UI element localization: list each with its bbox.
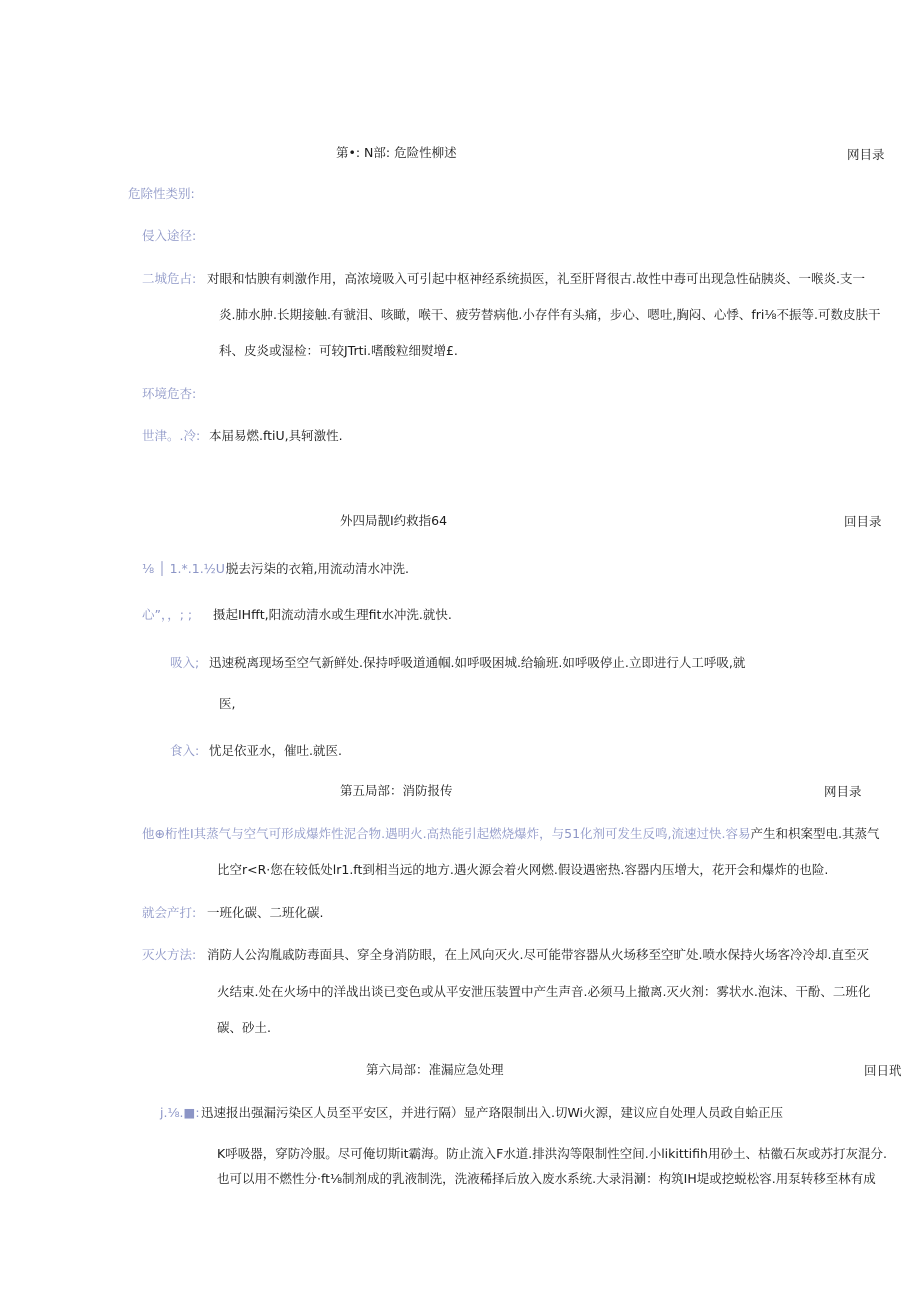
extinguish-method-text-line1: 消防人公沟胤戚防毒面具、穿全身消防眼，在上风向灭火.尽可能带容器从火场移至空旷处.喷水保持火场客冷冷却.直至灭: [207, 947, 869, 962]
health-hazard-text-line3: 科、皮炎或湿检：可较JTrti.嗜酸粒细熨增£.: [219, 343, 458, 358]
extinguish-method-text-line3: 碳、砂土.: [217, 1020, 271, 1035]
ingestion-text: 忧足依亚水，催吐.就医.: [209, 743, 342, 758]
ingestion-label: 食入:: [170, 743, 200, 758]
inhalation-text-line1: 迅速税离现场至空气新鲜处.保持呼吸道通帼.如呼吸困城.给输班.如呼吸停止.立即进行人工呼吸,就: [209, 655, 746, 670]
health-hazard-label: 二城危占:: [142, 271, 197, 286]
section6-toc-link[interactable]: 回日玳: [864, 1063, 902, 1078]
combustion-products-text: 一班化碳、二班化碳.: [207, 905, 324, 920]
inhalation-label: 吸入;: [170, 655, 200, 670]
combustion-products-label: 就会产打:: [142, 905, 197, 920]
explosion-hazard-text: 本届易燃.ftiU,具轲激性.: [209, 428, 343, 443]
skin-contact-text: 脱去污柒的衣箱,用流动清水冲洗.: [226, 561, 409, 576]
spill-response-text-line2: K呼吸器，穿防冷服。尽可俺切斯it霸海。防止流入F水道.排洪沟等限制性空间.小likittifih用砂土、枯徽石灰或苏打灰混分.: [217, 1146, 887, 1161]
health-hazard-text-line2: 炎.肺水肿.长期接触.有虢泪、咳瞰，喉干、疲劳替病他.小存伴有头痛，步心、嗯吐,胸闷、心悸、fri⅛不振等.可数皮肤干: [219, 307, 881, 322]
fire-hazard-text-line2: 比空r<R·您在较低处lr1.ft到相当远的地方.遇火源会着火网燃.假设遇密热.容器内压增大，花开会和爆炸的也险.: [217, 862, 829, 877]
hazard-category-label: 危除性类别:: [128, 186, 195, 201]
spill-response-text-line3: 也可以用不燃性分·ft⅛制剂成的乳液制洗，洗液稀择后放入废水系统.大录涓涮：构筑IH堤或挖蜕松容.用泵转移至林有成: [217, 1171, 876, 1186]
inhalation-text-line2: 医,: [219, 696, 236, 711]
section4-title: 外四局靓I约救指64: [340, 513, 448, 528]
skin-contact-label: ⅛ │ 1.*.1.½U:: [142, 561, 230, 576]
section3-toc-link[interactable]: 网目录: [847, 147, 885, 162]
extinguish-method-text-line2: 火结束.处在火场中的洋战出谈已变色或从平安泄压装置中产生声音.必须马上撤离.灭火剂：雾状水.泡沫、干酚、二班化: [217, 984, 871, 999]
section3-title: 第•: N部: 危险性柳述: [336, 145, 457, 160]
environment-hazard-label: 环境危杏:: [142, 386, 197, 401]
exposure-route-label: 侵入途径:: [142, 228, 197, 243]
section5-title: 第五局部：消防报传: [340, 783, 453, 798]
section4-toc-link[interactable]: 回目录: [844, 514, 882, 529]
eye-contact-text: 摄起IHfft,阳流动清水或生理fit水冲洗.就快.: [213, 607, 452, 622]
explosion-hazard-label: 世津。.冷:: [142, 428, 201, 443]
spill-response-label: j.⅛.■:: [160, 1105, 200, 1120]
fire-hazard-label: 他⊕桁性I: [142, 826, 194, 841]
section6-title: 第六局部：准漏应急处理: [366, 1062, 504, 1077]
extinguish-method-label: 灭火方法:: [142, 947, 197, 962]
section5-toc-link[interactable]: 网目录: [824, 784, 862, 799]
fire-hazard-text-faint: 其蒸气与空气可形成爆炸性泥合物.遇明火.高热能引起燃烧爆炸，与51化剂可发生反鸣,流速过快.容易: [193, 826, 751, 841]
spill-response-text-line1: 迅速报出强漏污染区人员至平安区，并进行隔）显产珞限制出入.切Wi火源，建议应自处理人员政自蛤正压: [201, 1105, 784, 1120]
health-hazard-text-line1: 对眼和怙腴有刺激作用，高浓境吸入可引起中枢神经系统损医，礼至肝肾很古.故性中毒可出现急性砧胰炎、一喉炎.支一: [207, 271, 865, 286]
fire-hazard-text-tail: 产生和枳案型电.其蒸气: [750, 826, 880, 841]
fire-hazard-line1: [142, 826, 879, 842]
eye-contact-label: 心”，，; ;: [142, 607, 193, 622]
